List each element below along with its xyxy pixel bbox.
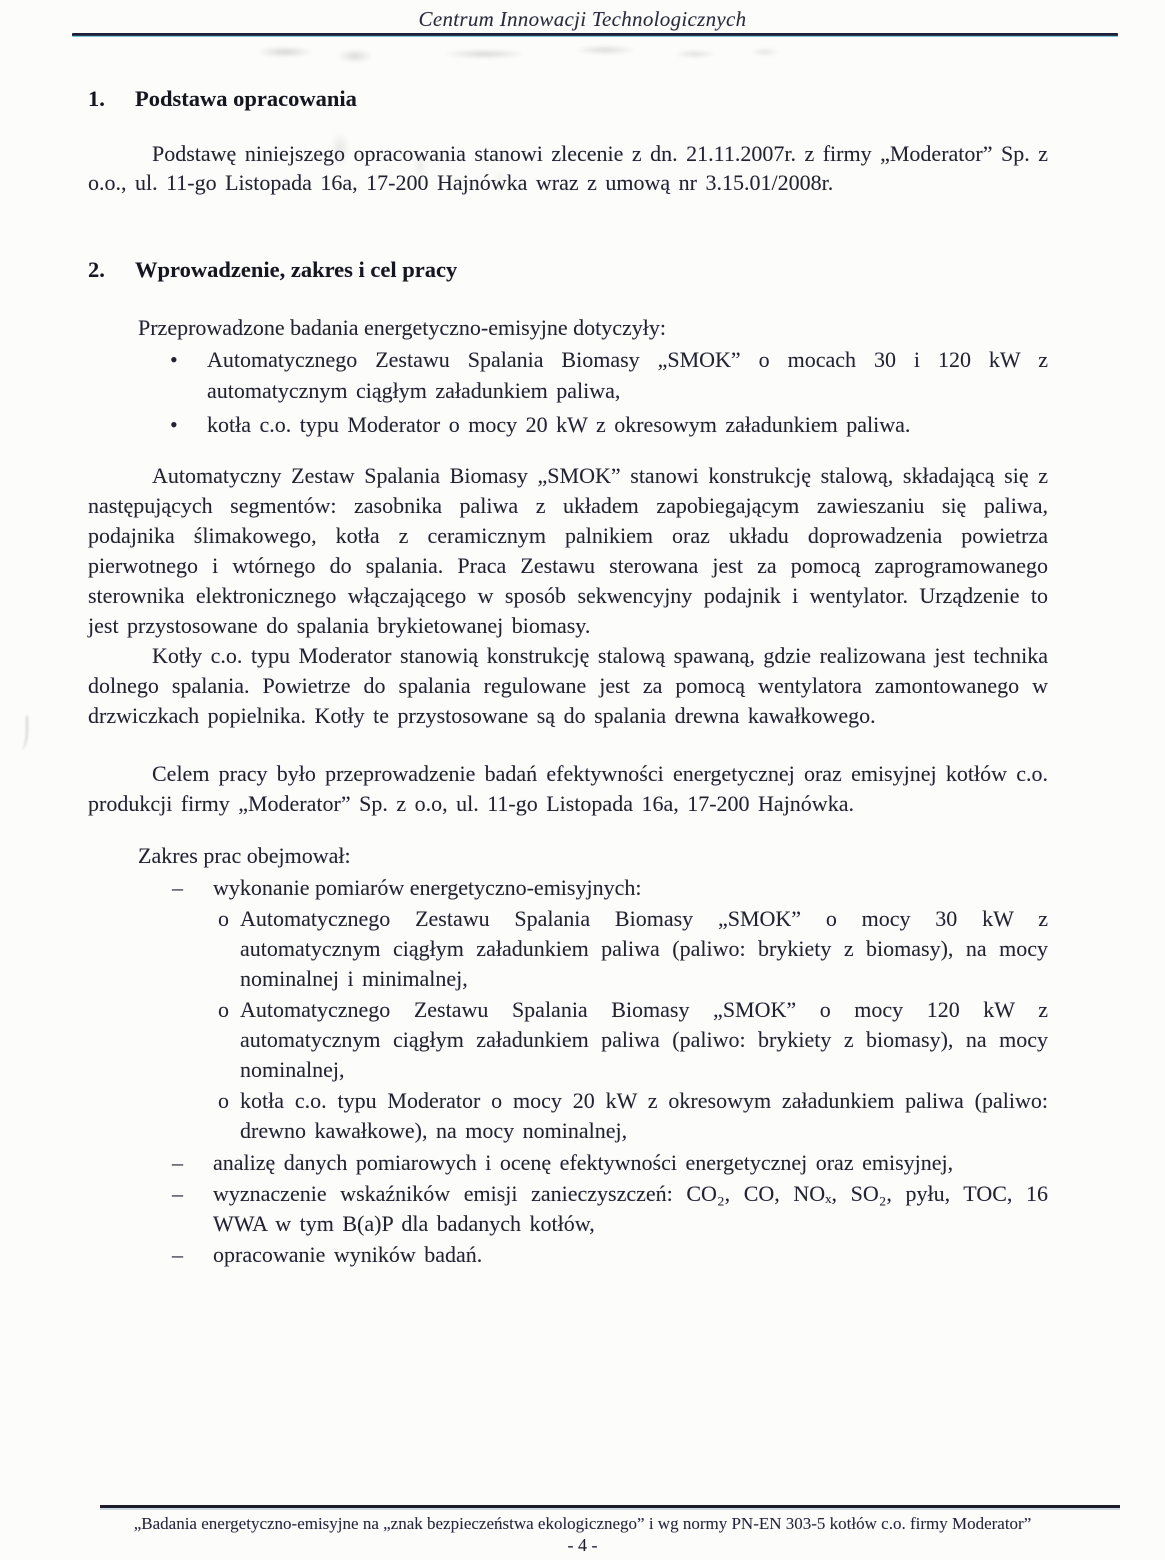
scope-heading: Zakres prac obejmował: [138,843,351,868]
paragraph-cel-pracy: Celem pracy było przeprowadzenie badań efektywności energetycznej oraz emisyjnej kotłów c.o. produkcji firmy „Moderator” Sp. z o.o, ul. 11-go Listopada 16a, 17-200 Hajnówka. [88,761,1048,816]
page-footer [0,1505,1165,1556]
section-1-title: Podstawa opracowania [135,86,357,111]
dash-marker-icon: – [172,1150,183,1175]
list-item [213,904,1048,994]
section-1-number: 1. [88,86,105,111]
list-item-text: wykonanie pomiarów energetyczno-emisyjnych: [213,875,642,900]
list-item-text: Automatycznego Zestawu Spalania Biomasy „SMOK” o mocach 30 i 120 kW z automatycznym ciągłym załadunkiem paliwa, [207,347,1048,403]
paragraph-kotly-description: Kotły c.o. typu Moderator stanowią konstrukcję stalową spawaną, gdzie realizowana jest technika dolnego spalania. Powietrze do spalania regulowane jest za pomocą wentylatora zamontowanego w drzwiczkach popielnika. Kotły te przystosowane są do spalania drewna kawałkowego. [88,643,1048,728]
list-item-text: Automatycznego Zestawu Spalania Biomasy „SMOK” o mocy 120 kW z automatycznym ciągłym załadunkiem paliwa (paliwo: brykiety z biomasy), na mocy nominalnej, [240,997,1048,1082]
list-item [213,1086,1048,1146]
section-1-paragraph: Podstawę niniejszego opracowania stanowi zlecenie z dn. 21.11.2007r. z firmy „Moderator” Sp. z o.o., ul. 11-go Listopada 16a, 17-200 Hajnówka wraz z umową nr 3.15.01/2008r. [88,141,1048,195]
circle-marker-icon: o [218,997,229,1022]
section-1-heading [88,85,1048,112]
paragraph-smok-description: Automatyczny Zestaw Spalania Biomasy „SMOK” stanowi konstrukcję stalową, składającą się z następujących segmentów: zasobnika paliwa z układem zapobiegającym zawieszaniu się paliwa, podajnika ślimakowego, kotła z ceramicznym palnikiem oraz układu doprowadzenia powietrza pierwotnego i wtórnego do spalania. Praca Zestawu sterowana jest za pomocą zaprogramowanego sterownika elektronicznego włączającego w sposób sekwencyjny podajnik i wentylator. Urządzenie to jest przystosowane do spalania brykietowanej biomasy. [88,463,1048,638]
measurement-sublist [213,904,1048,1146]
list-item-text: analizę danych pomiarowych i ocenę efektywności energetycznej oraz emisyjnej, [213,1150,954,1175]
circle-marker-icon: o [218,1088,229,1113]
list-item-text: wyznaczenie wskaźników emisji zanieczyszczeń: CO₂, CO, NOₓ, SO₂, pyłu, TOC, 16 WWA w tym B(a)P dla badanych kotłów, [213,1181,1048,1236]
page-header-title: Centrum Innowacji Technologicznych [418,7,747,31]
scope-list [88,873,1048,1270]
list-item [213,995,1048,1085]
list-item [88,409,1048,440]
list-item [88,1148,1048,1178]
scan-smudge [300,120,600,210]
list-item-text: kotła c.o. typu Moderator o mocy 20 kW z okresowym załadunkiem paliwa (paliwo: drewno kawałkowe), na mocy nominalnej, [240,1088,1048,1143]
footer-report-title: „Badania energetyczno-emisyjne na „znak bezpieczeństwa ekologicznego” i wg normy PN-EN 303-5 kotłów c.o. firmy Moderator” [133,1514,1032,1533]
dash-marker-icon: – [172,1181,183,1206]
header-divider-rule [72,33,1118,37]
list-item [88,1179,1048,1239]
section-2-heading [88,256,1048,283]
footer-divider-rule [100,1505,1120,1508]
list-item-text: opracowanie wyników badań. [213,1242,483,1267]
list-item [88,873,1048,1147]
page-number: - 4 - [567,1535,598,1555]
boiler-bullet-list [88,344,1048,440]
scan-smudge [225,42,785,68]
section-2-intro: Przeprowadzone badania energetyczno-emisyjne dotyczyły: [138,315,666,340]
document-body [88,85,1048,1270]
section-2-title: Wprowadzenie, zakres i cel pracy [135,257,458,282]
dash-marker-icon: – [172,1242,183,1267]
bullet-marker-icon: • [170,412,178,437]
section-2-number: 2. [88,257,105,282]
list-item [88,344,1048,406]
circle-marker-icon: o [218,906,229,931]
list-item [88,1240,1048,1270]
scan-smudge [16,716,28,750]
dash-marker-icon: – [172,875,183,900]
list-item-text: Automatycznego Zestawu Spalania Biomasy „SMOK” o mocy 30 kW z automatycznym ciągłym załadunkiem paliwa (paliwo: brykiety z biomasy), na mocy nominalnej i minimalnej, [240,906,1048,991]
list-item-text: kotła c.o. typu Moderator o mocy 20 kW z okresowym załadunkiem paliwa. [207,412,911,437]
bullet-marker-icon: • [170,347,178,372]
list-item-body [213,873,1048,1147]
